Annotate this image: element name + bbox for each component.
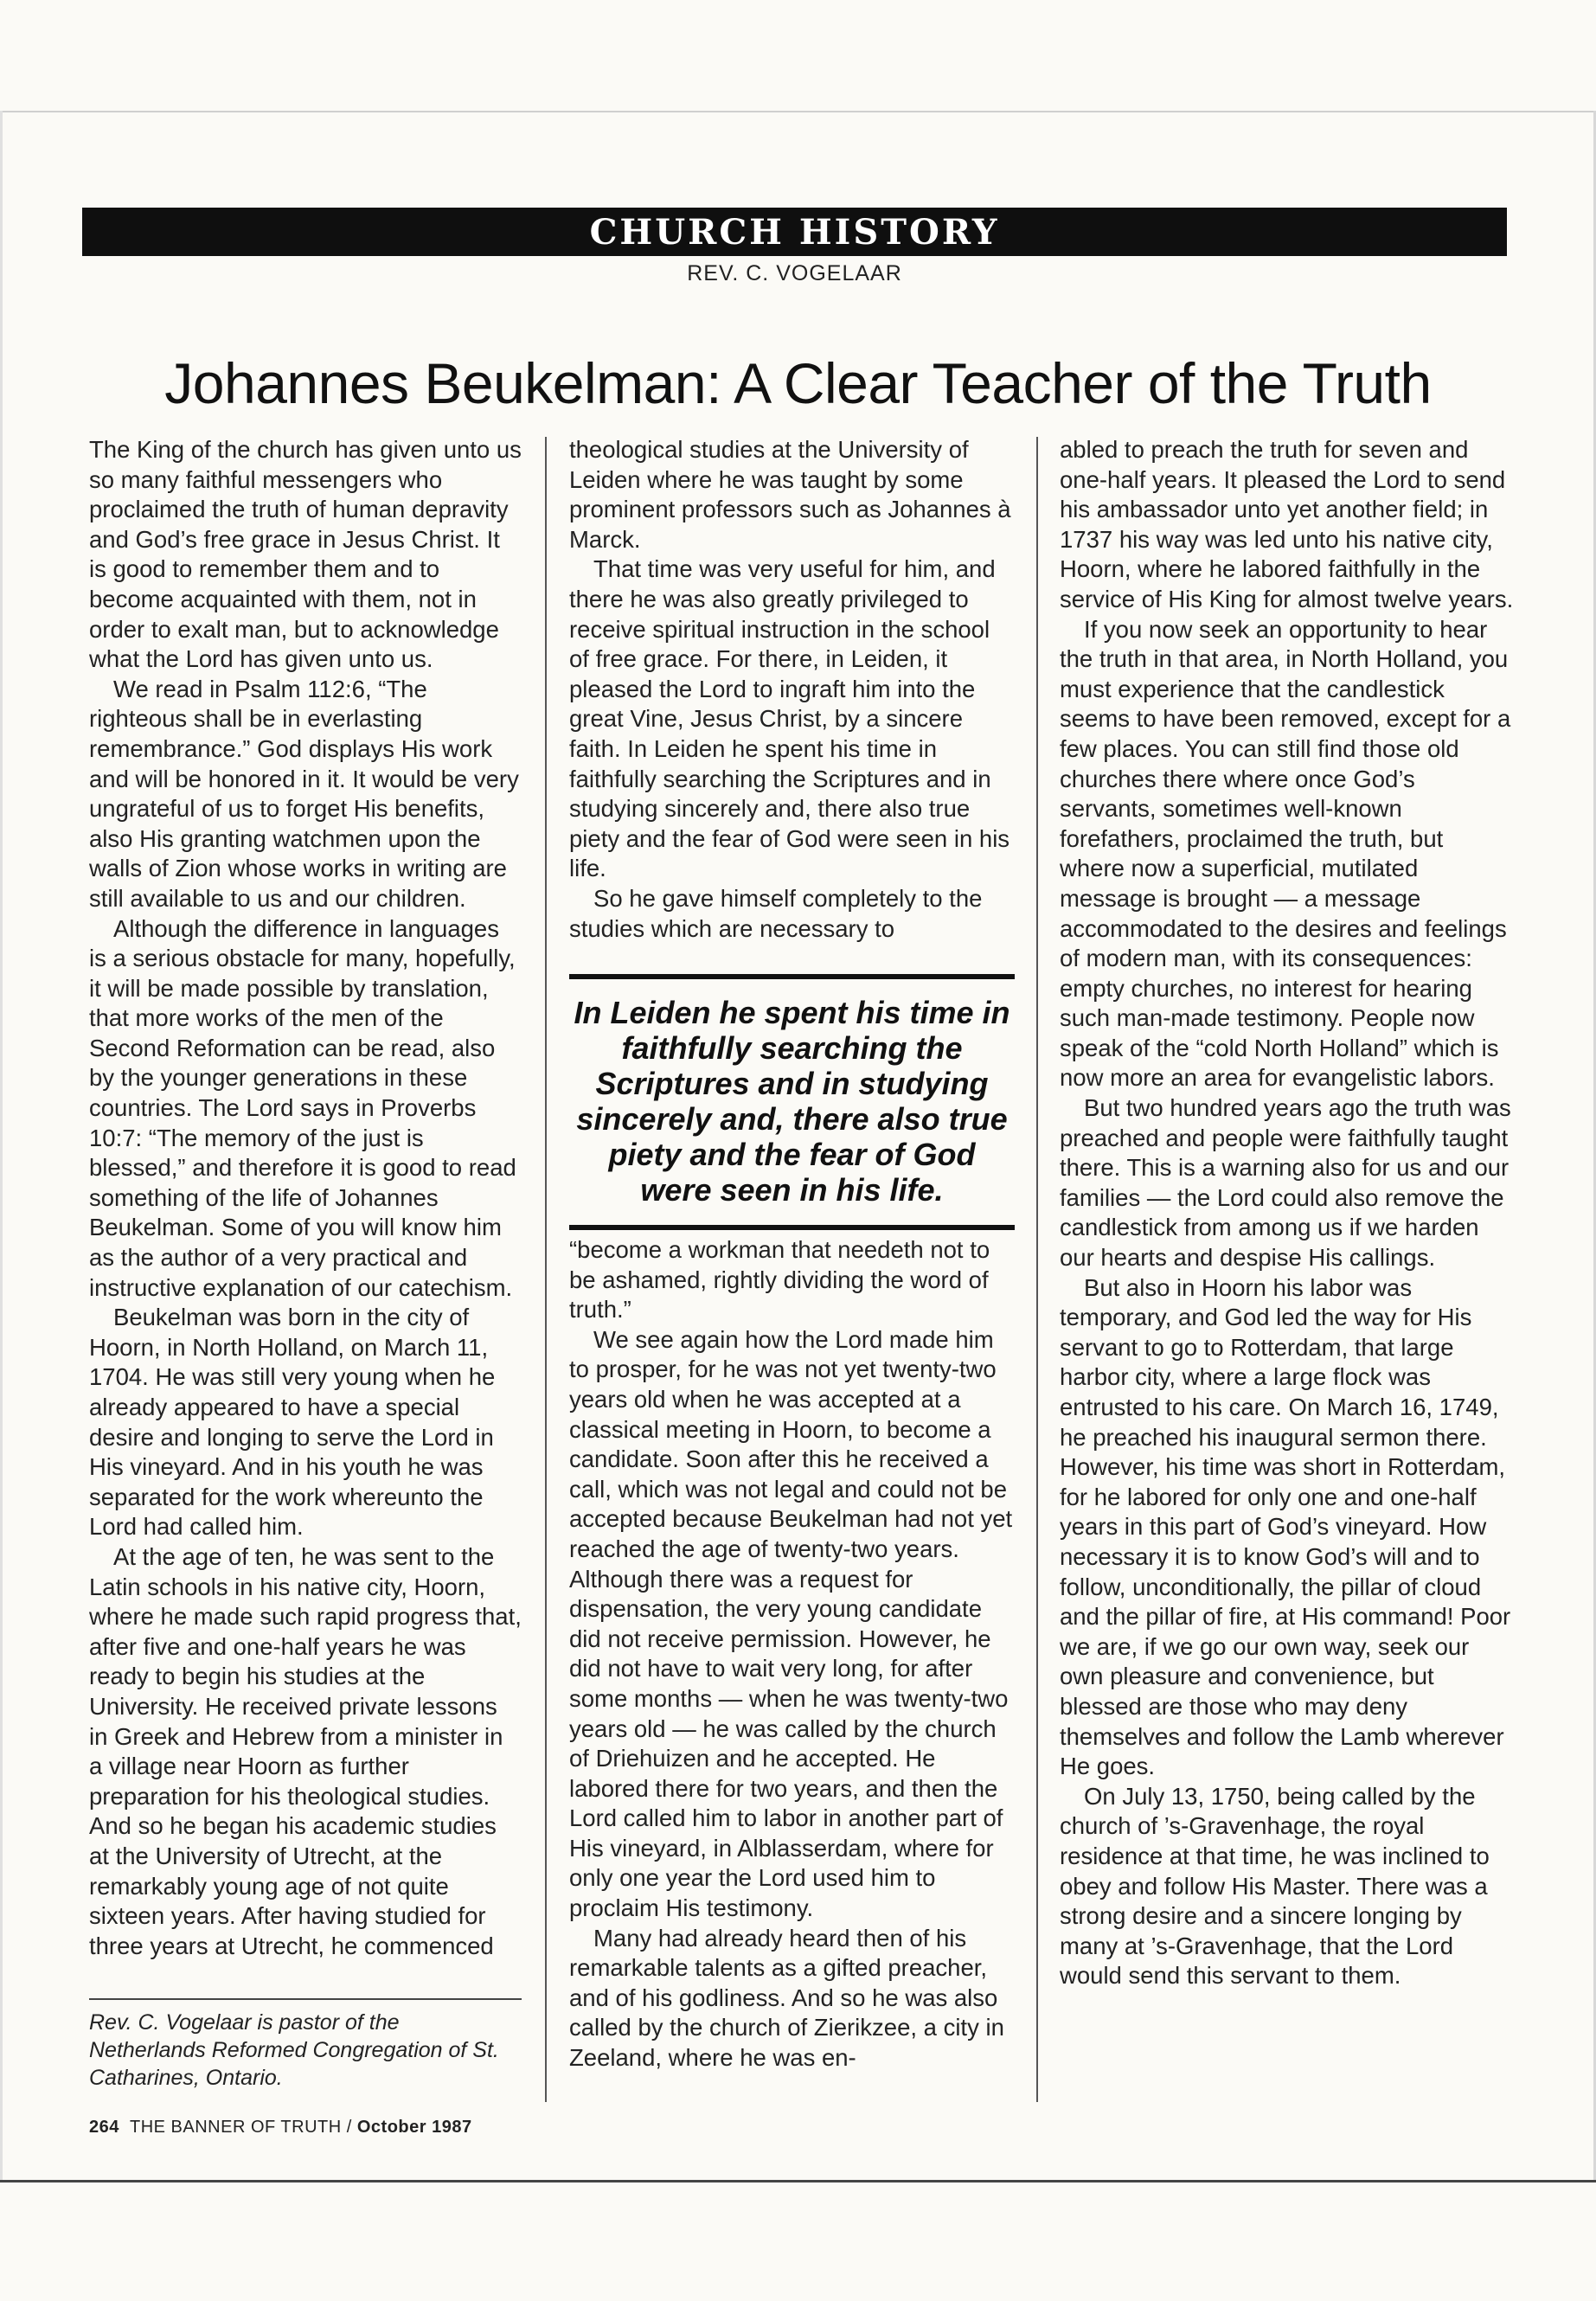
- paragraph: At the age of ten, he was sent to the Latin schools in his native city, Hoorn, where he made such rapid progress that, after five and one-half years he was ready to begin his studies at the University. He received private lessons in Greek and Hebrew from a minister in a village near Hoorn as further preparation for his theological studies.: [89, 1542, 522, 1810]
- paragraph: We read in Psalm 112:6, “The righteous shall be in everlasting remembrance.” God displays His work and will be honored in it. It would be very ungrateful of us to forget His benefits, also His granting watchmen upon the walls of Zion whose works in writing are still available to us and our children.: [89, 675, 519, 912]
- paragraph: Beukelman was born in the city of Hoorn, in North Holland, on March 11, 1704. He was still very young when he already appeared to have a special desire and longing to serve the Lord in His vineyard. And in his youth he was separated for the work whereunto the Lord had called him.: [89, 1304, 496, 1541]
- paragraph: If you now seek an opportunity to hear the truth in that area, in North Holland, you must experience that the candlestick seems to have been removed, except for a few places. You can still find those old churches there where once God’s servants, sometimes well-known forefathers, proclaimed the truth, but where now a superficial, mutilated message is brought — a message accommodated to the desires and feelings of modern man, with its consequences: empty churches, no interest for hearing such man-made testimony. People now speak of the “cold North Holland” which is now more an area for evangelistic labors.: [1060, 615, 1511, 1092]
- pull-quote: In Leiden he spent his time in faithfully searching the Scriptures and in studying sincerely and, there also true piety and the fear of God were seen in his life.: [569, 974, 1015, 1230]
- column-divider: [1036, 437, 1038, 2102]
- author-byline: REV. C. VOGELAAR: [687, 261, 902, 285]
- paragraph: abled to preach the truth for seven and one-half years. It pleased the Lord to send his ambassador unto yet another field; in 1737 his way was led unto his native city, Hoorn, where he labored faithfully in the service of His King for almost twelve years.: [1060, 436, 1514, 612]
- page-folio: [89, 2118, 472, 2138]
- page-left-edge: [0, 111, 3, 2182]
- section-title: CHURCH HISTORY: [589, 211, 1000, 253]
- paragraph: That time was very useful for him, and there he was also greatly privileged to receive spiritual instruction in the school of free grace. For there, in Leiden, it pleased the Lord to ingraft him into the great Vine, Jesus Christ, by a sincere faith. In Leiden he spent his time in faithfully searching the Scriptures and in studying sincerely and, there also true piety and the fear of God were seen in his life.: [569, 555, 1010, 882]
- article-column-1: [89, 435, 522, 1961]
- paragraph: We see again how the Lord made him to prosper, for he was not yet twenty-two years old when he was accepted at a classical meeting in Hoorn, to become a candidate. Soon after this he received a call, which was not legal and could not be accepted because Beukelman had not yet reached the age of twenty-two years. Although there was a request for dispensation, the very young candidate did not receive permission. However, he did not have to wait very long, for after some months — when he was twenty-two years old — he was called by the church of Driehuizen and he accepted. He labored there for two years, and then the Lord called him to labor in another part of His vineyard, in Alblasserdam, where for only one year the Lord used him to proclaim His testimony.: [569, 1325, 1013, 1922]
- paragraph: Although the difference in languages is a serious obstacle for many, hopefully, it will be made possible by translation, that more works of the men of the Second Reformation can be read, also by the younger generations in these countries. The Lord says in Proverbs 10:7: “The memory of the just is blessed,” and therefore it is good to read something of the life of Johannes Beukelman. Some of you will know him as the author of a very practical and instructive explanation of our catechism.: [89, 914, 516, 1301]
- paragraph: “become a workman that needeth not to be ashamed, rightly dividing the word of truth.”: [569, 1236, 990, 1324]
- page-number: 264: [89, 2118, 119, 2137]
- page-bottom-edge: [0, 2180, 1596, 2182]
- article-column-3: [1060, 435, 1514, 1991]
- article-column-2: [569, 435, 1015, 944]
- column-divider: [545, 437, 547, 2102]
- paragraph: But also in Hoorn his labor was temporary, and God led the way for His servant to go to Rotterdam, that large harbor city, where a large flock was entrusted to his care. On March 16, 1749, he preached his inaugural sermon there. However, his time was short in Rotterdam, for he labored for only one and one-half years in this part of God’s vineyard. How necessary it is to know God’s will and to follow, unconditionally, the pillar of cloud and the pillar of fire, at His command! Poor we are, if we go our own way, seek our own pleasure and convenience, but blessed are those who may deny themselves and follow the Lamb wherever He goes.: [1060, 1273, 1511, 1780]
- publication-name: THE BANNER OF TRUTH /: [130, 2118, 357, 2137]
- article-column-2-continued: [569, 1235, 1015, 2073]
- paragraph: So he gave himself completely to the studies which are necessary to: [569, 884, 983, 942]
- issue-date: October 1987: [356, 2118, 472, 2137]
- paragraph: But two hundred years ago the truth was preached and people were faithfully taught there. This is a warning also for us and our families — the Lord could also remove the candlestick from among us if we harden our hearts and despise His callings.: [1060, 1094, 1511, 1272]
- paragraph: On July 13, 1750, being called by the church of ’s-Gravenhage, the royal residence at that time, he was inclined to obey and follow His Master. There was a strong desire and a sincere longing by many at ’s-Gravenhage, that the Lord would send this servant to them.: [1060, 1782, 1490, 1990]
- article-title: Johannes Beukelman: A Clear Teacher of the Truth: [164, 351, 1432, 415]
- paragraph: The King of the church has given unto us so many faithful messengers who proclaimed the truth of human depravity and God’s free grace in Jesus Christ. It is good to remember them and to become acquainted with them, not in order to exalt man, but to acknowledge what the Lord has given unto us.: [89, 436, 522, 673]
- footnote-rule: [89, 1998, 522, 2000]
- paragraph: theological studies at the University of Leiden where he was taught by some prominent professors such as Johannes à Marck.: [569, 436, 1011, 553]
- page-top-edge: [0, 111, 1596, 112]
- section-banner: [82, 208, 1507, 256]
- author-footnote: Rev. C. Vogelaar is pastor of the Netherlands Reformed Congregation of St. Catharines, Ontario.: [89, 2010, 499, 2090]
- paragraph: And so he began his academic studies at the University of Utrecht, at the remarkably young age of not quite sixteen years. After having studied for three years at Utrecht, he commenced: [89, 1812, 497, 1959]
- paragraph: Many had already heard then of his remarkable talents as a gifted preacher, and of his godliness. And so he was also called by the church of Zierikzee, a city in Zeeland, where he was en-: [569, 1924, 1004, 2072]
